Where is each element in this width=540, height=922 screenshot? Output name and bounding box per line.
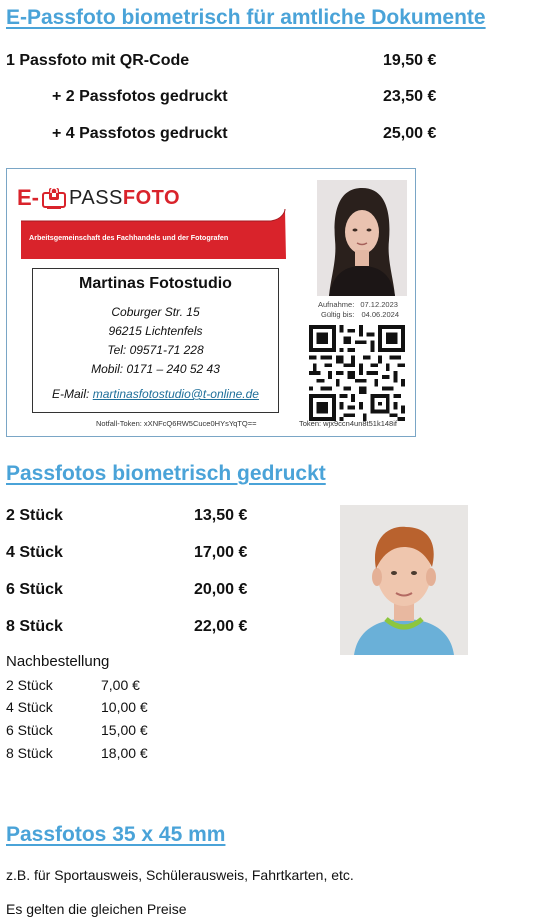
email-label: E-Mail: <box>52 387 90 401</box>
lock-icon <box>41 185 67 211</box>
epassfoto-card <box>6 168 416 437</box>
qty-label: 4 Stück <box>6 544 63 561</box>
banner-text: Arbeitsgemeinschaft des Fachhandels und der Fotografen <box>29 233 229 242</box>
reorder-price: 7,00 € <box>101 677 140 693</box>
price-note: Es gelten die gleichen Preise <box>6 901 187 917</box>
token: Token: wjx9ccn4un8t51k148if <box>299 419 397 428</box>
usage-text: z.B. für Sportausweis, Schülerausweis, Fahrtkarten, etc. <box>6 867 354 883</box>
qty-label: 8 Stück <box>6 618 63 635</box>
price-value: 23,50 € <box>383 88 437 105</box>
portrait-photo-woman <box>317 180 407 296</box>
price-value: 25,00 € <box>383 125 437 142</box>
gueltig-date: 04.06.2024 <box>361 310 399 319</box>
email-link[interactable]: martinasfotostudio@t-online.de <box>92 387 259 401</box>
price-label: + 4 Passfotos gedruckt <box>52 125 228 142</box>
gueltig-label: Gültig bis: <box>321 310 355 319</box>
price-label: 1 Passfoto mit QR-Code <box>6 52 190 69</box>
reorder-price: 18,00 € <box>101 745 148 761</box>
reorder-label: 2 Stück <box>6 677 53 693</box>
studio-phone: Tel: 09571-71 228 <box>107 343 204 357</box>
reorder-title: Nachbestellung <box>6 653 110 670</box>
qty-price: 22,00 € <box>194 618 248 635</box>
reorder-label: 4 Stück <box>6 699 53 715</box>
reorder-price: 10,00 € <box>101 699 148 715</box>
qr-code-icon <box>309 325 405 421</box>
qty-label: 2 Stück <box>6 507 63 524</box>
studio-address-box <box>32 268 279 413</box>
reorder-label: 6 Stück <box>6 722 53 738</box>
logo-e-text: E- <box>17 185 39 210</box>
section-title-35x45: Passfotos 35 x 45 mm <box>6 823 226 846</box>
logo-foto-text: FOTO <box>122 186 181 209</box>
section-title-gedruckt: Passfotos biometrisch gedruckt <box>6 462 326 485</box>
studio-street: Coburger Str. 15 <box>111 305 200 319</box>
studio-city: 96215 Lichtenfels <box>108 324 203 338</box>
qty-price: 20,00 € <box>194 581 248 598</box>
price-value: 19,50 € <box>383 52 437 69</box>
qty-label: 6 Stück <box>6 581 63 598</box>
qty-price: 13,50 € <box>194 507 248 524</box>
studio-mobile: Mobil: 0171 – 240 52 43 <box>91 362 220 376</box>
logo-pass-text: PASS <box>69 186 123 209</box>
aufnahme-label: Aufnahme: <box>318 300 355 309</box>
reorder-label: 8 Stück <box>6 745 53 761</box>
portrait-photo-boy <box>340 505 468 655</box>
qty-price: 17,00 € <box>194 544 248 561</box>
price-label: + 2 Passfotos gedruckt <box>52 88 228 105</box>
section-title-epassfoto: E-Passfoto biometrisch für amtliche Dokumente <box>6 6 486 29</box>
notfall-token: Notfall-Token: xXNFcQ6RW5Cuce0HYsYqTQ== <box>96 419 257 428</box>
studio-name: Martinas Fotostudio <box>79 275 232 292</box>
reorder-price: 15,00 € <box>101 722 148 738</box>
aufnahme-date: 07.12.2023 <box>360 300 398 309</box>
